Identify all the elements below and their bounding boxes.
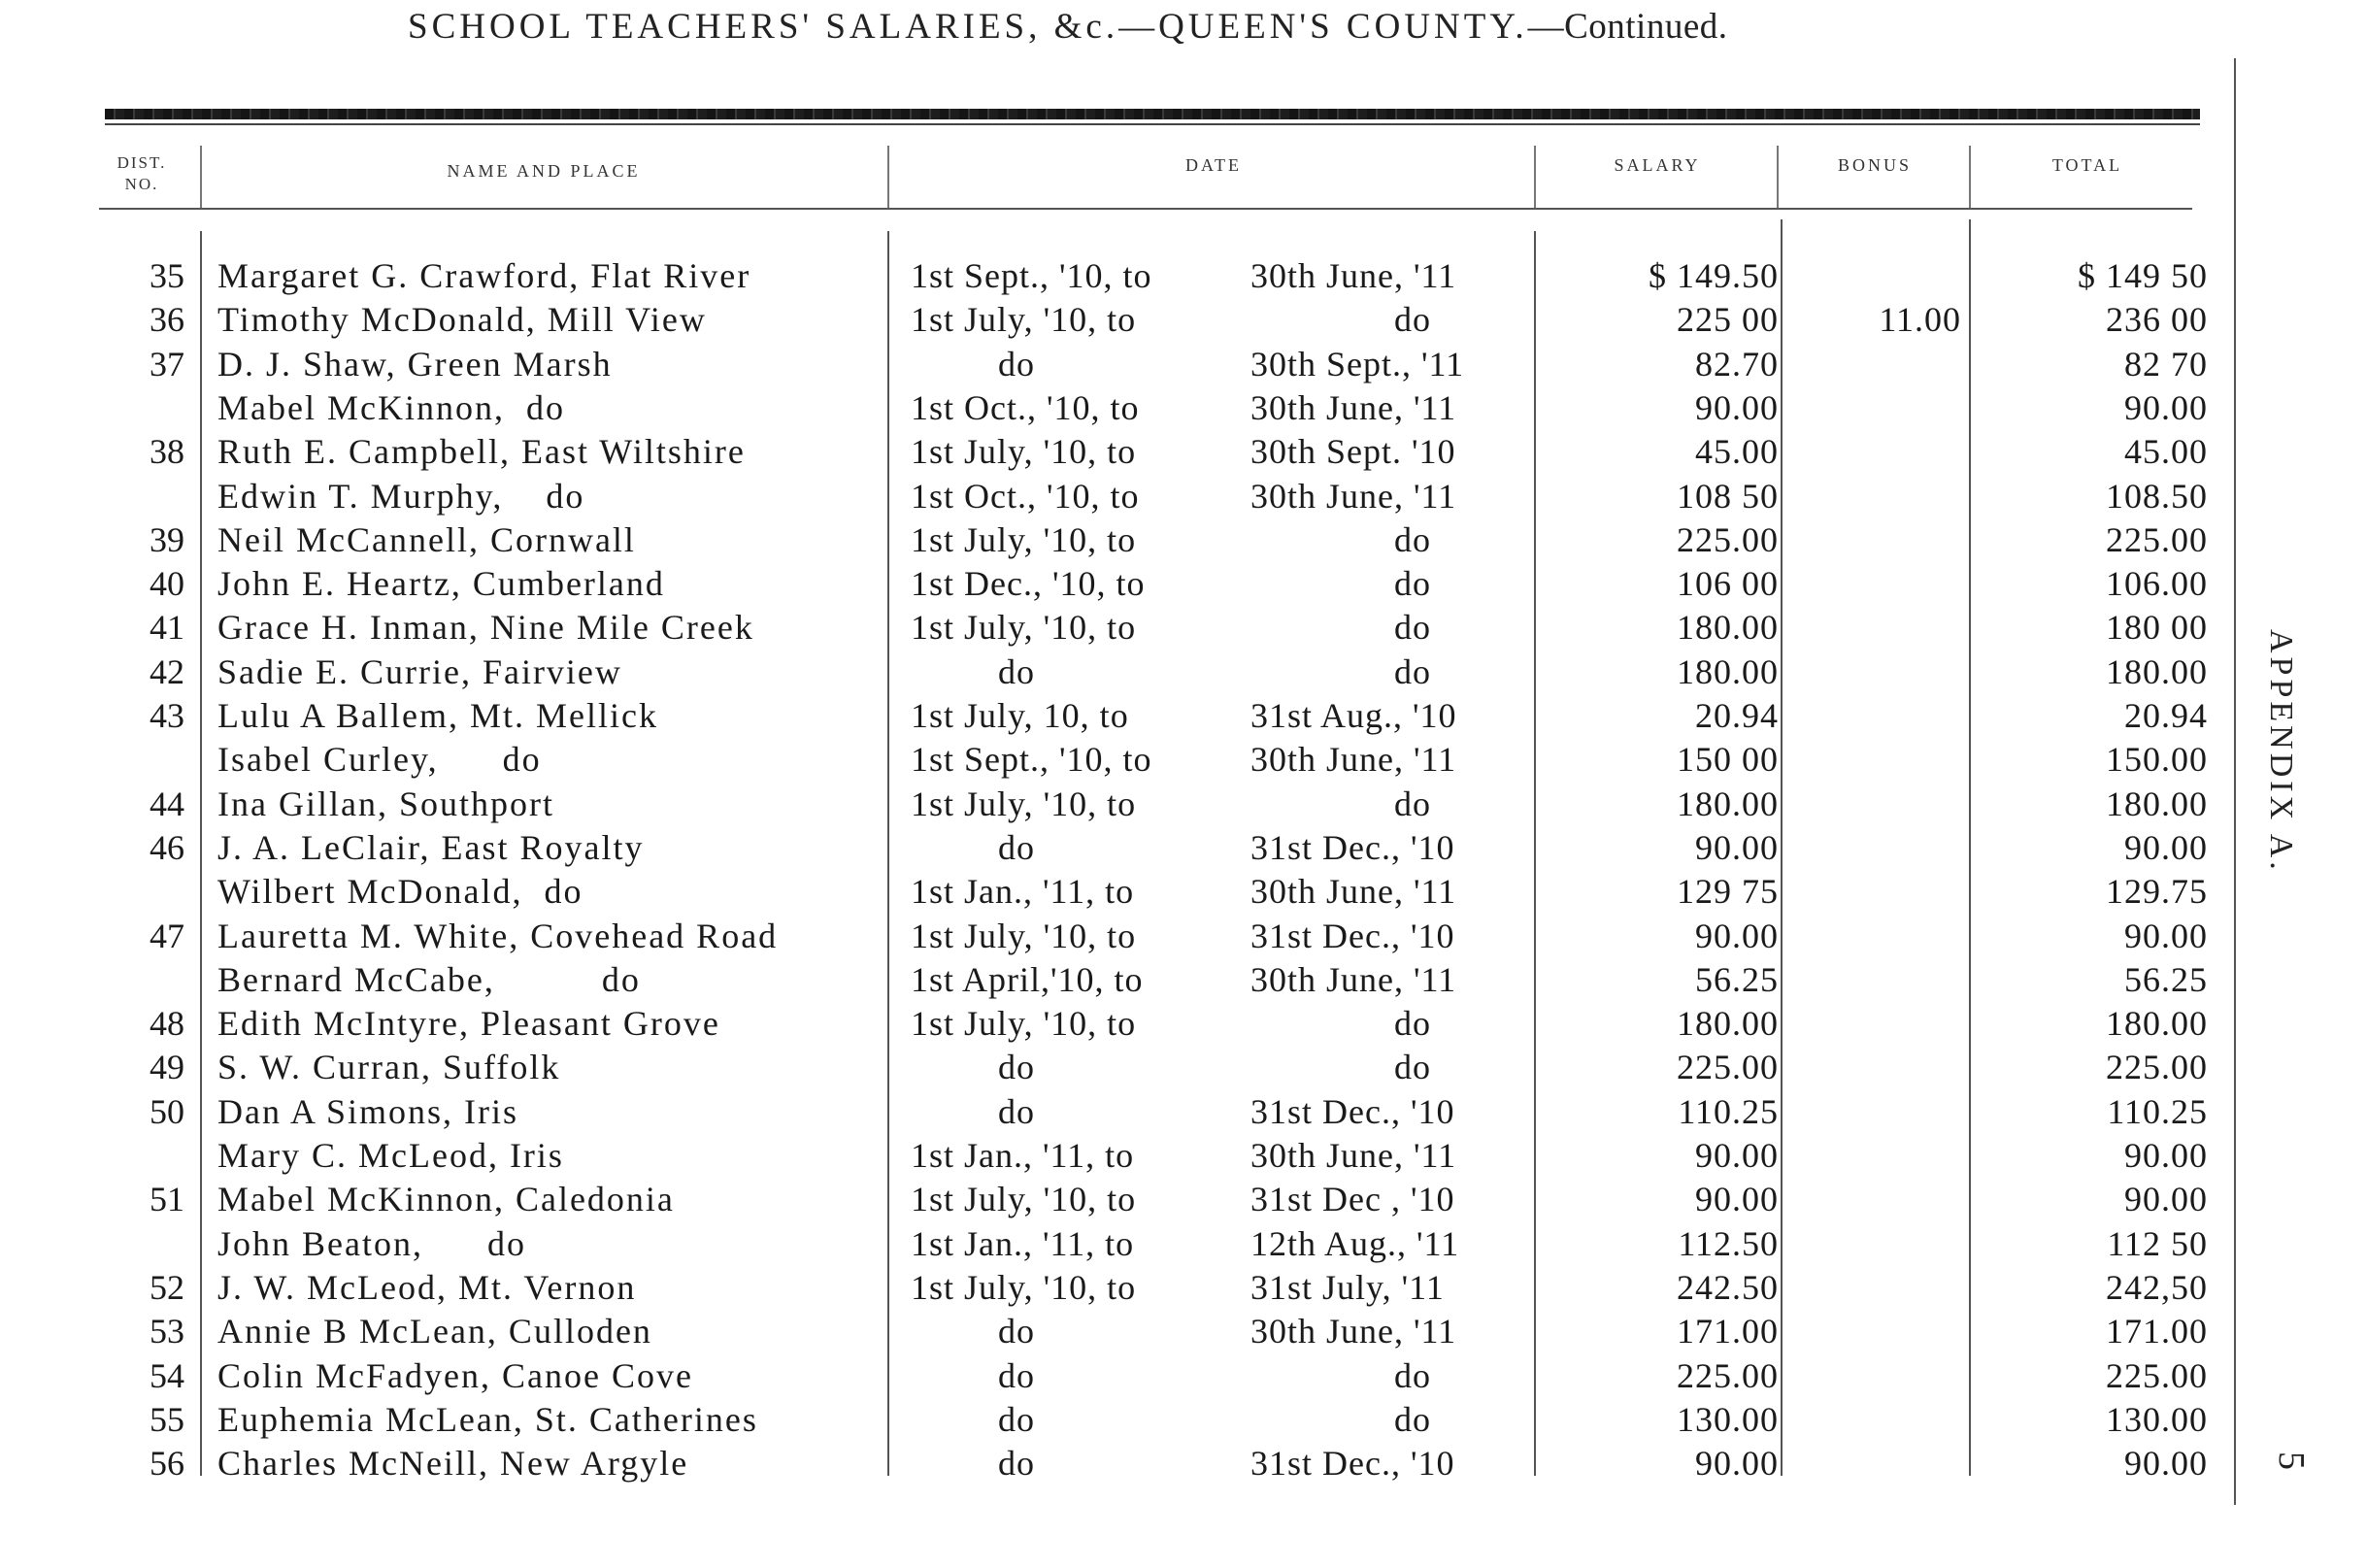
total-value: 225.00 — [2106, 520, 2208, 559]
date-from: do — [998, 345, 1035, 384]
page-title-suffix: —Continued. — [1527, 7, 1728, 47]
salary-value: 112.50 — [1678, 1224, 1779, 1263]
date-to: 30th June, '11 — [1250, 1136, 1457, 1175]
salary-value: 106 00 — [1677, 564, 1779, 603]
table-row — [0, 298, 2233, 342]
total-value: 150.00 — [2106, 740, 2208, 779]
table-row — [0, 738, 2233, 782]
salary-value: 90.00 — [1695, 1136, 1779, 1175]
teacher-name-place: Ina Gillan, Southport — [217, 784, 554, 823]
district-number: 46 — [150, 828, 184, 867]
total-value: 56.25 — [2124, 960, 2208, 999]
teacher-name-place: Bernard McCabe, do — [217, 960, 641, 999]
salary-value: 20.94 — [1695, 696, 1779, 735]
district-number: 44 — [150, 784, 184, 823]
salary-value: 130.00 — [1677, 1400, 1779, 1439]
total-value: 90.00 — [2124, 1444, 2208, 1483]
district-number: 48 — [150, 1004, 184, 1043]
teacher-name-place: Margaret G. Crawford, Flat River — [217, 256, 751, 295]
date-from: 1st July, '10, to — [911, 432, 1137, 471]
date-from: 1st July, '10, to — [911, 1180, 1137, 1218]
district-number: 42 — [150, 652, 184, 691]
date-to: 30th June, '11 — [1250, 872, 1457, 911]
table-row — [0, 430, 2233, 474]
date-to: do — [1394, 1356, 1431, 1395]
date-to: do — [1394, 1400, 1431, 1439]
page-title-main: SCHOOL TEACHERS' SALARIES, &c.—QUEEN'S COUNTY. — [408, 7, 1528, 47]
total-value: 90.00 — [2124, 917, 2208, 955]
salary-value: 82.70 — [1695, 345, 1779, 384]
table-row — [0, 1002, 2233, 1046]
date-from: do — [998, 1312, 1035, 1351]
teacher-name-place: Wilbert McDonald, do — [217, 872, 583, 911]
teacher-name-place: Colin McFadyen, Canoe Cove — [217, 1356, 693, 1395]
date-from: 1st Dec., '10, to — [911, 564, 1146, 603]
district-number: 41 — [150, 608, 184, 647]
total-value: 225.00 — [2106, 1356, 2208, 1395]
teacher-name-place: John E. Heartz, Cumberland — [217, 564, 665, 603]
date-to: do — [1394, 608, 1431, 647]
date-to: 30th June, '11 — [1250, 1312, 1457, 1351]
district-number: 40 — [150, 564, 184, 603]
bonus-value: 11.00 — [1879, 300, 1961, 339]
salary-value: 180.00 — [1677, 784, 1779, 823]
table-row — [0, 386, 2233, 430]
teacher-name-place: J. W. McLeod, Mt. Vernon — [217, 1268, 637, 1307]
district-number: 52 — [150, 1268, 184, 1307]
district-number: 50 — [150, 1092, 184, 1131]
table-row — [0, 826, 2233, 870]
salary-value: 225 00 — [1677, 300, 1779, 339]
date-from: 1st Jan., '11, to — [911, 872, 1135, 911]
header-separator — [200, 146, 202, 208]
header-bonus: BONUS — [1837, 155, 1912, 175]
teacher-name-place: Euphemia McLean, St. Catherines — [217, 1400, 758, 1439]
district-number: 53 — [150, 1312, 184, 1351]
date-from: 1st July, '10, to — [911, 784, 1137, 823]
date-from: 1st Jan., '11, to — [911, 1224, 1135, 1263]
total-value: 130.00 — [2106, 1400, 2208, 1439]
salary-value: 242.50 — [1677, 1268, 1779, 1307]
total-value: 180 00 — [2106, 608, 2208, 647]
date-to: 31st July, '11 — [1250, 1268, 1445, 1307]
teacher-name-place: J. A. LeClair, East Royalty — [217, 828, 645, 867]
total-value: 45.00 — [2124, 432, 2208, 471]
date-to: 31st Dec , '10 — [1250, 1180, 1455, 1218]
table-row — [0, 783, 2233, 826]
salary-value: 90.00 — [1695, 917, 1779, 955]
teacher-name-place: D. J. Shaw, Green Marsh — [217, 345, 613, 384]
district-number: 38 — [150, 432, 184, 471]
table-row — [0, 694, 2233, 738]
date-to: do — [1394, 300, 1431, 339]
district-number: 55 — [150, 1400, 184, 1439]
header-thin-rule — [105, 123, 2200, 125]
table-row — [0, 518, 2233, 562]
teacher-name-place: Edith McIntyre, Pleasant Grove — [217, 1004, 720, 1043]
date-from: do — [998, 1356, 1035, 1395]
salary-value: $ 149.50 — [1649, 256, 1779, 295]
date-to: do — [1394, 784, 1431, 823]
header-salary: SALARY — [1614, 155, 1701, 175]
date-to: do — [1394, 652, 1431, 691]
teacher-name-place: Charles McNeill, New Argyle — [217, 1444, 689, 1483]
date-from: 1st Jan., '11, to — [911, 1136, 1135, 1175]
table-row — [0, 1354, 2233, 1398]
total-value: 129.75 — [2106, 872, 2208, 911]
date-to: 30th June, '11 — [1250, 960, 1457, 999]
district-number: 51 — [150, 1180, 184, 1218]
date-from: do — [998, 1092, 1035, 1131]
date-to: 30th Sept. '10 — [1250, 432, 1456, 471]
date-to: 31st Aug., '10 — [1250, 696, 1457, 735]
total-value: 90.00 — [2124, 828, 2208, 867]
date-to: 30th June, '11 — [1250, 388, 1457, 427]
date-from: 1st Oct., '10, to — [911, 477, 1140, 516]
date-to: do — [1394, 564, 1431, 603]
table-row — [0, 1134, 2233, 1178]
teacher-name-place: Grace H. Inman, Nine Mile Creek — [217, 608, 754, 647]
header-total: TOTAL — [2051, 155, 2123, 175]
district-number: 56 — [150, 1444, 184, 1483]
date-from: do — [998, 1400, 1035, 1439]
page-number: 5 — [2271, 1451, 2312, 1470]
total-value: 236 00 — [2106, 300, 2208, 339]
district-number: 49 — [150, 1048, 184, 1086]
salary-value: 180.00 — [1677, 1004, 1779, 1043]
table-row — [0, 1398, 2233, 1442]
header-dist-line2: NO. — [124, 175, 159, 193]
date-to: 12th Aug., '11 — [1250, 1224, 1460, 1263]
date-to: do — [1394, 1048, 1431, 1086]
teacher-name-place: Lulu A Ballem, Mt. Mellick — [217, 696, 658, 735]
appendix-label: APPENDIX A. — [2263, 629, 2299, 874]
table-row — [0, 562, 2233, 606]
date-from: 1st July, '10, to — [911, 1268, 1137, 1307]
table-row — [0, 606, 2233, 650]
date-from: 1st Sept., '10, to — [911, 740, 1152, 779]
salary-value: 171.00 — [1677, 1312, 1779, 1351]
teacher-name-place: Edwin T. Murphy, do — [217, 477, 585, 516]
salary-value: 90.00 — [1695, 1180, 1779, 1218]
teacher-name-place: John Beaton, do — [217, 1224, 526, 1263]
date-from: 1st July, '10, to — [911, 917, 1137, 955]
date-to: 31st Dec., '10 — [1250, 917, 1455, 955]
salary-value: 56.25 — [1695, 960, 1779, 999]
teacher-name-place: Neil McCannell, Cornwall — [217, 520, 636, 559]
date-to: 31st Dec., '10 — [1250, 1092, 1455, 1131]
total-value: 180.00 — [2106, 784, 2208, 823]
teacher-name-place: S. W. Curran, Suffolk — [217, 1048, 561, 1086]
teacher-name-place: Mabel McKinnon, Caledonia — [217, 1180, 675, 1218]
teacher-name-place: Annie B McLean, Culloden — [217, 1312, 652, 1351]
date-to: 30th June, '11 — [1250, 477, 1457, 516]
teacher-name-place: Dan A Simons, Iris — [217, 1092, 519, 1131]
date-from: 1st Oct., '10, to — [911, 388, 1140, 427]
total-value: 180.00 — [2106, 1004, 2208, 1043]
total-value: 110.25 — [2107, 1092, 2208, 1131]
table-row — [0, 1310, 2233, 1353]
header-separator — [1777, 146, 1779, 208]
district-number: 39 — [150, 520, 184, 559]
date-from: 1st April,'10, to — [911, 960, 1144, 999]
district-number: 47 — [150, 917, 184, 955]
header-thick-rule — [105, 109, 2200, 119]
teacher-name-place: Isabel Curley, do — [217, 740, 542, 779]
date-to: 31st Dec., '10 — [1250, 828, 1455, 867]
table-row — [0, 254, 2233, 298]
district-number: 35 — [150, 256, 184, 295]
header-date: DATE — [1185, 155, 1242, 175]
salary-value: 180.00 — [1677, 608, 1779, 647]
salary-value: 180.00 — [1677, 652, 1779, 691]
header-bottom-rule — [99, 208, 2192, 210]
salary-value: 225.00 — [1677, 520, 1779, 559]
total-value: 82 70 — [2124, 345, 2208, 384]
date-to: do — [1394, 1004, 1431, 1043]
table-row — [0, 1090, 2233, 1134]
total-value: 171.00 — [2106, 1312, 2208, 1351]
total-value: $ 149 50 — [2078, 256, 2208, 295]
header-dist-line1: DIST. — [117, 153, 167, 172]
table-row — [0, 651, 2233, 694]
date-from: 1st July, 10, to — [911, 696, 1129, 735]
salary-value: 90.00 — [1695, 1444, 1779, 1483]
date-from: do — [998, 1444, 1035, 1483]
table-row — [0, 1178, 2233, 1221]
date-from: 1st July, '10, to — [911, 300, 1137, 339]
table-row — [0, 1266, 2233, 1310]
page-title — [408, 6, 1922, 48]
date-from: 1st July, '10, to — [911, 1004, 1137, 1043]
teacher-name-place: Timothy McDonald, Mill View — [217, 300, 707, 339]
header-dist — [99, 152, 184, 195]
salary-value: 129 75 — [1677, 872, 1779, 911]
salary-value: 45.00 — [1695, 432, 1779, 471]
table-row — [0, 870, 2233, 914]
teacher-name-place: Lauretta M. White, Covehead Road — [217, 917, 779, 955]
salary-value: 90.00 — [1695, 388, 1779, 427]
district-number: 36 — [150, 300, 184, 339]
district-number: 54 — [150, 1356, 184, 1395]
district-number: 43 — [150, 696, 184, 735]
header-separator — [1534, 146, 1536, 208]
table-row — [0, 1222, 2233, 1266]
table-row — [0, 1046, 2233, 1089]
salary-value: 225.00 — [1677, 1048, 1779, 1086]
teacher-name-place: Mabel McKinnon, do — [217, 388, 565, 427]
total-value: 112 50 — [2107, 1224, 2208, 1263]
total-value: 180.00 — [2106, 652, 2208, 691]
date-from: do — [998, 828, 1035, 867]
total-value: 242,50 — [2106, 1268, 2208, 1307]
teacher-name-place: Ruth E. Campbell, East Wiltshire — [217, 432, 746, 471]
salary-value: 90.00 — [1695, 828, 1779, 867]
total-value: 106.00 — [2106, 564, 2208, 603]
date-to: do — [1394, 520, 1431, 559]
date-from: do — [998, 1048, 1035, 1086]
date-from: 1st July, '10, to — [911, 520, 1137, 559]
date-to: 30th June, '11 — [1250, 740, 1457, 779]
table-row — [0, 915, 2233, 958]
total-value: 90.00 — [2124, 388, 2208, 427]
total-value: 108.50 — [2106, 477, 2208, 516]
salary-value: 110.25 — [1678, 1092, 1779, 1131]
table-row — [0, 958, 2233, 1002]
date-to: 31st Dec., '10 — [1250, 1444, 1455, 1483]
salary-value: 150 00 — [1677, 740, 1779, 779]
header-separator — [887, 146, 889, 208]
table-row — [0, 1442, 2233, 1485]
teacher-name-place: Sadie E. Currie, Fairview — [217, 652, 622, 691]
total-value: 20.94 — [2124, 696, 2208, 735]
page-margin-line — [2234, 58, 2236, 1505]
date-to: 30th June, '11 — [1250, 256, 1457, 295]
total-value: 90.00 — [2124, 1180, 2208, 1218]
date-from: 1st July, '10, to — [911, 608, 1137, 647]
total-value: 225.00 — [2106, 1048, 2208, 1086]
table-row — [0, 343, 2233, 386]
district-number: 37 — [150, 345, 184, 384]
total-value: 90.00 — [2124, 1136, 2208, 1175]
table-row — [0, 475, 2233, 518]
date-to: 30th Sept., '11 — [1250, 345, 1465, 384]
salary-value: 108 50 — [1677, 477, 1779, 516]
salary-value: 225.00 — [1677, 1356, 1779, 1395]
header-separator — [1969, 146, 1971, 208]
teacher-name-place: Mary C. McLeod, Iris — [217, 1136, 564, 1175]
date-from: do — [998, 652, 1035, 691]
date-from: 1st Sept., '10, to — [911, 256, 1152, 295]
header-name: NAME AND PLACE — [447, 161, 641, 181]
